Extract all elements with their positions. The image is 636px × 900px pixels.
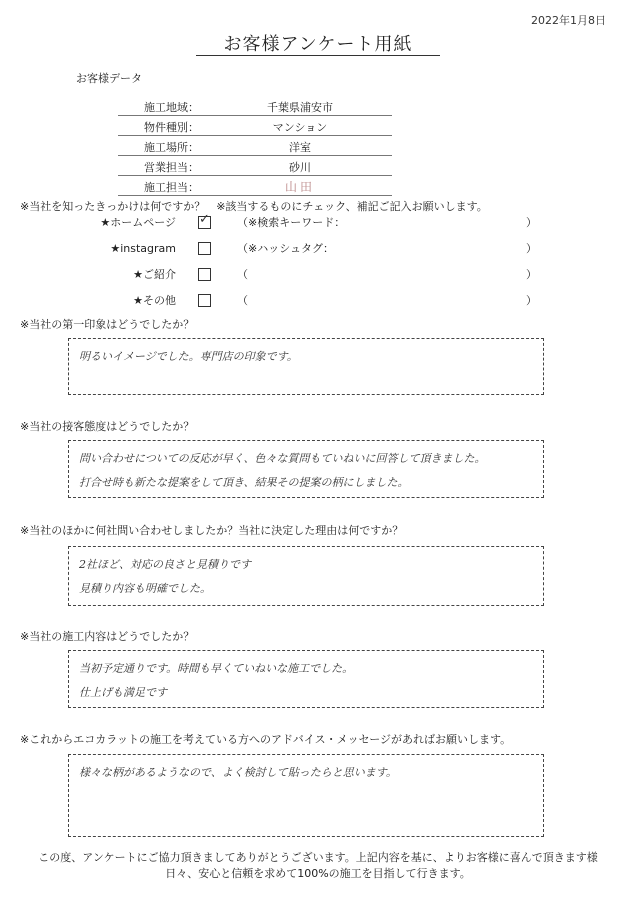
option-note [237, 214, 537, 230]
answer-line: 2社ほど、対応の良さと見積りです [79, 558, 251, 571]
answer-line: 問い合わせについての反応が早く、色々な質問もていねいに回答して頂きました。 [79, 452, 486, 465]
checkbox-instagram[interactable] [198, 242, 211, 255]
info-label: 営業担当： [144, 161, 199, 174]
question-4: ※当社のほかに何社問い合わせしましたか？当社に決定した理由は何ですか？ [20, 524, 404, 537]
checkbox-referral[interactable] [198, 268, 211, 281]
option-other [0, 292, 636, 308]
info-value: 砂川 [289, 161, 311, 174]
footer-message [0, 850, 636, 882]
option-note [237, 292, 537, 308]
answer-line: 当初予定通りです。時間も早くていねいな施工でした。 [79, 662, 354, 675]
info-row-area [118, 96, 392, 116]
footer-line: 日々、安心と信頼を求めて100%の施工を目指して行きます。 [165, 867, 471, 880]
question-1: ※当社を知ったきっかけは何ですか？ ※該当するものにチェック、補記ご記入お願いします。 [20, 200, 488, 213]
note-close: ） [526, 268, 537, 281]
answer-box-advice [68, 754, 544, 837]
question-5: ※当社の施工内容はどうでしたか？ [20, 630, 195, 643]
survey-date: 2022年1月8日 [531, 14, 606, 27]
info-row-installer [118, 176, 392, 196]
option-note [237, 240, 537, 256]
option-label: ★ご紹介 [133, 268, 176, 281]
info-value: マンション [272, 121, 328, 134]
info-row-location [118, 136, 392, 156]
question-2: ※当社の第一印象はどうでしたか？ [20, 318, 195, 331]
question-6: ※これからエコカラットの施工を考えている方へのアドバイス・メッセージがあればお願いします。 [20, 733, 512, 746]
info-label: 施工担当： [144, 181, 199, 194]
info-row-property-type [118, 116, 392, 136]
option-instagram [0, 240, 636, 256]
note-text: （ [237, 294, 248, 307]
answer-line: 様々な柄があるようなので、よく検討して貼ったらと思います。 [79, 766, 397, 779]
note-text: （※ハッシュタグ： [237, 242, 334, 255]
answer-box-impression [68, 338, 544, 395]
info-label: 物件種別： [144, 121, 199, 134]
info-label: 施工地域： [144, 101, 199, 114]
answer-line: 見積り内容も明確でした。 [79, 582, 211, 595]
checkbox-homepage[interactable] [198, 216, 211, 229]
customer-data-heading: お客様データ [76, 72, 142, 85]
note-close: ） [526, 242, 537, 255]
note-close: ） [526, 216, 537, 229]
note-text: （※検索キーワード： [237, 216, 346, 229]
answer-line: 仕上げも満足です [79, 686, 167, 699]
note-text: （ [237, 268, 248, 281]
note-close: ） [526, 294, 537, 307]
option-label: ★ホームページ [100, 216, 176, 229]
page-title: お客様アンケート用紙 [223, 34, 413, 55]
customer-info-table [118, 96, 392, 196]
option-note [237, 266, 537, 282]
answer-line: 打合せ時も新たな提案をして頂き、結果その提案の柄にしました。 [79, 476, 409, 489]
option-label: ★instagram [110, 241, 176, 255]
source-options [0, 214, 636, 308]
info-value: 千葉県浦安市 [267, 101, 333, 114]
option-label: ★その他 [133, 294, 176, 307]
answer-box-construction [68, 650, 544, 708]
info-value-handwritten: 山田 [284, 180, 315, 194]
option-referral [0, 266, 636, 282]
checkbox-other[interactable] [198, 294, 211, 307]
footer-line: この度、アンケートにご協力頂きましてありがとうございます。上記内容を基に、よりお客様に喜んで頂きます様 [38, 851, 598, 864]
answer-line: 明るいイメージでした。専門店の印象です。 [79, 350, 298, 363]
answer-box-service [68, 440, 544, 498]
title-underline [196, 55, 440, 56]
info-value: 洋室 [289, 141, 311, 154]
question-3: ※当社の接客態度はどうでしたか？ [20, 420, 195, 433]
info-row-sales [118, 156, 392, 176]
info-label: 施工場所： [144, 141, 199, 154]
answer-box-reason [68, 546, 544, 606]
option-homepage [0, 214, 636, 230]
